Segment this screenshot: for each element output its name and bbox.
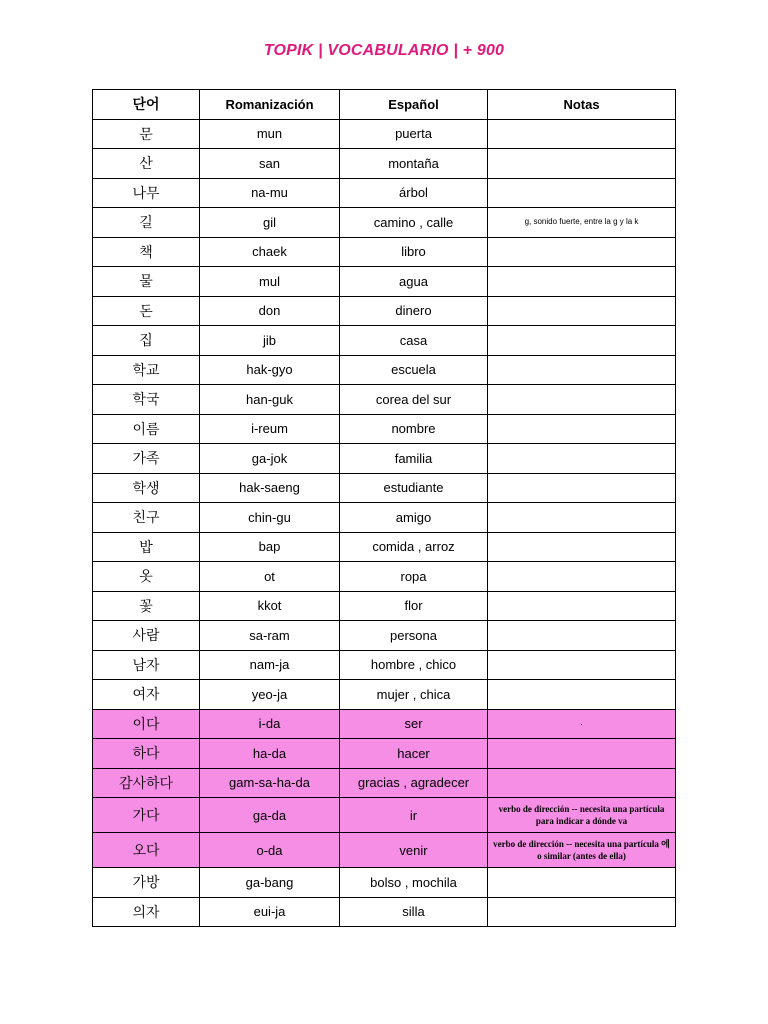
cell-romanization: hak-saeng bbox=[200, 473, 340, 503]
vocabulary-table bbox=[92, 89, 676, 927]
cell-korean: 감사하다 bbox=[93, 768, 200, 798]
cell-spanish: dinero bbox=[340, 296, 488, 326]
cell-note bbox=[488, 296, 676, 326]
cell-note bbox=[488, 650, 676, 680]
cell-korean: 의자 bbox=[93, 897, 200, 927]
cell-romanization: o-da bbox=[200, 833, 340, 868]
cell-note bbox=[488, 267, 676, 297]
cell-korean: 산 bbox=[93, 149, 200, 179]
table-row bbox=[93, 473, 676, 503]
cell-romanization: san bbox=[200, 149, 340, 179]
table-row-highlighted bbox=[93, 768, 676, 798]
table-row-highlighted bbox=[93, 833, 676, 868]
table-row bbox=[93, 444, 676, 474]
cell-note bbox=[488, 591, 676, 621]
cell-korean: 오다 bbox=[93, 833, 200, 868]
cell-romanization: gil bbox=[200, 208, 340, 238]
cell-romanization: chin-gu bbox=[200, 503, 340, 533]
cell-romanization: don bbox=[200, 296, 340, 326]
cell-korean: 학생 bbox=[93, 473, 200, 503]
cell-note bbox=[488, 680, 676, 710]
table-row bbox=[93, 414, 676, 444]
cell-note bbox=[488, 868, 676, 898]
cell-spanish: montaña bbox=[340, 149, 488, 179]
cell-korean: 남자 bbox=[93, 650, 200, 680]
cell-korean: 물 bbox=[93, 267, 200, 297]
cell-romanization: ot bbox=[200, 562, 340, 592]
cell-korean: 사람 bbox=[93, 621, 200, 651]
table-row bbox=[93, 208, 676, 238]
header-korean: 단어 bbox=[93, 90, 200, 120]
cell-korean: 집 bbox=[93, 326, 200, 356]
table-row bbox=[93, 237, 676, 267]
cell-romanization: sa-ram bbox=[200, 621, 340, 651]
cell-korean: 여자 bbox=[93, 680, 200, 710]
cell-note bbox=[488, 444, 676, 474]
cell-spanish: venir bbox=[340, 833, 488, 868]
cell-romanization: mun bbox=[200, 119, 340, 149]
cell-spanish: puerta bbox=[340, 119, 488, 149]
cell-korean: 가족 bbox=[93, 444, 200, 474]
table-row-highlighted bbox=[93, 798, 676, 833]
cell-korean: 문 bbox=[93, 119, 200, 149]
cell-romanization: ha-da bbox=[200, 739, 340, 769]
header-notes: Notas bbox=[488, 90, 676, 120]
cell-korean: 이름 bbox=[93, 414, 200, 444]
cell-note bbox=[488, 237, 676, 267]
cell-note bbox=[488, 355, 676, 385]
cell-spanish: silla bbox=[340, 897, 488, 927]
cell-spanish: árbol bbox=[340, 178, 488, 208]
cell-korean: 하다 bbox=[93, 739, 200, 769]
cell-note bbox=[488, 149, 676, 179]
cell-spanish: nombre bbox=[340, 414, 488, 444]
cell-romanization: yeo-ja bbox=[200, 680, 340, 710]
cell-spanish: mujer , chica bbox=[340, 680, 488, 710]
cell-spanish: escuela bbox=[340, 355, 488, 385]
table-header-row bbox=[93, 90, 676, 120]
cell-note bbox=[488, 473, 676, 503]
cell-korean: 학교 bbox=[93, 355, 200, 385]
cell-note: g, sonido fuerte, entre la g y la k bbox=[488, 208, 676, 238]
cell-note bbox=[488, 562, 676, 592]
cell-romanization: na-mu bbox=[200, 178, 340, 208]
cell-note bbox=[488, 739, 676, 769]
page-title: TOPIK | VOCABULARIO | + 900 bbox=[263, 42, 505, 59]
cell-romanization: mul bbox=[200, 267, 340, 297]
table-row bbox=[93, 149, 676, 179]
table-row bbox=[93, 562, 676, 592]
cell-spanish: comida , arroz bbox=[340, 532, 488, 562]
table-row bbox=[93, 355, 676, 385]
table-row bbox=[93, 897, 676, 927]
cell-note bbox=[488, 621, 676, 651]
cell-spanish: ir bbox=[340, 798, 488, 833]
cell-note bbox=[488, 897, 676, 927]
cell-romanization: nam-ja bbox=[200, 650, 340, 680]
cell-spanish: hombre , chico bbox=[340, 650, 488, 680]
cell-romanization: jib bbox=[200, 326, 340, 356]
cell-note bbox=[488, 178, 676, 208]
cell-romanization: eui-ja bbox=[200, 897, 340, 927]
table-row bbox=[93, 621, 676, 651]
table-row bbox=[93, 680, 676, 710]
cell-spanish: ser bbox=[340, 709, 488, 739]
table-row-highlighted bbox=[93, 739, 676, 769]
cell-spanish: hacer bbox=[340, 739, 488, 769]
cell-romanization: bap bbox=[200, 532, 340, 562]
cell-korean: 가다 bbox=[93, 798, 200, 833]
cell-korean: 밥 bbox=[93, 532, 200, 562]
table-row bbox=[93, 868, 676, 898]
cell-korean: 나무 bbox=[93, 178, 200, 208]
cell-korean: 길 bbox=[93, 208, 200, 238]
cell-note bbox=[488, 768, 676, 798]
table-row bbox=[93, 503, 676, 533]
cell-korean: 학국 bbox=[93, 385, 200, 415]
cell-note bbox=[488, 119, 676, 149]
cell-spanish: agua bbox=[340, 267, 488, 297]
table-row-highlighted bbox=[93, 709, 676, 739]
header-spanish: Español bbox=[340, 90, 488, 120]
cell-note: verbo de dirección -- necesita una partícula 에 o similar (antes de ella) bbox=[488, 833, 676, 868]
cell-spanish: persona bbox=[340, 621, 488, 651]
cell-romanization: i-reum bbox=[200, 414, 340, 444]
table-row bbox=[93, 385, 676, 415]
cell-spanish: gracias , agradecer bbox=[340, 768, 488, 798]
table-row bbox=[93, 326, 676, 356]
cell-spanish: estudiante bbox=[340, 473, 488, 503]
cell-note bbox=[488, 326, 676, 356]
cell-romanization: ga-da bbox=[200, 798, 340, 833]
table-row bbox=[93, 296, 676, 326]
cell-romanization: han-guk bbox=[200, 385, 340, 415]
header-romanization: Romanización bbox=[200, 90, 340, 120]
cell-spanish: camino , calle bbox=[340, 208, 488, 238]
cell-romanization: hak-gyo bbox=[200, 355, 340, 385]
cell-korean: 돈 bbox=[93, 296, 200, 326]
cell-spanish: ropa bbox=[340, 562, 488, 592]
cell-spanish: amigo bbox=[340, 503, 488, 533]
cell-korean: 가방 bbox=[93, 868, 200, 898]
cell-korean: 이다 bbox=[93, 709, 200, 739]
table-row bbox=[93, 650, 676, 680]
cell-romanization: ga-bang bbox=[200, 868, 340, 898]
cell-note bbox=[488, 385, 676, 415]
cell-korean: 책 bbox=[93, 237, 200, 267]
cell-note: verbo de dirección -- necesita una partícula para indicar a dónde va bbox=[488, 798, 676, 833]
cell-note bbox=[488, 414, 676, 444]
cell-spanish: libro bbox=[340, 237, 488, 267]
cell-note: . bbox=[488, 709, 676, 739]
cell-spanish: flor bbox=[340, 591, 488, 621]
table-row bbox=[93, 119, 676, 149]
table-row bbox=[93, 591, 676, 621]
cell-spanish: casa bbox=[340, 326, 488, 356]
cell-spanish: familia bbox=[340, 444, 488, 474]
table-row bbox=[93, 532, 676, 562]
cell-romanization: chaek bbox=[200, 237, 340, 267]
table-row bbox=[93, 178, 676, 208]
cell-spanish: corea del sur bbox=[340, 385, 488, 415]
cell-korean: 옷 bbox=[93, 562, 200, 592]
cell-romanization: gam-sa-ha-da bbox=[200, 768, 340, 798]
cell-korean: 꽃 bbox=[93, 591, 200, 621]
table-row bbox=[93, 267, 676, 297]
cell-romanization: ga-jok bbox=[200, 444, 340, 474]
cell-note bbox=[488, 532, 676, 562]
cell-romanization: i-da bbox=[200, 709, 340, 739]
cell-korean: 친구 bbox=[93, 503, 200, 533]
cell-spanish: bolso , mochila bbox=[340, 868, 488, 898]
cell-romanization: kkot bbox=[200, 591, 340, 621]
cell-note bbox=[488, 503, 676, 533]
